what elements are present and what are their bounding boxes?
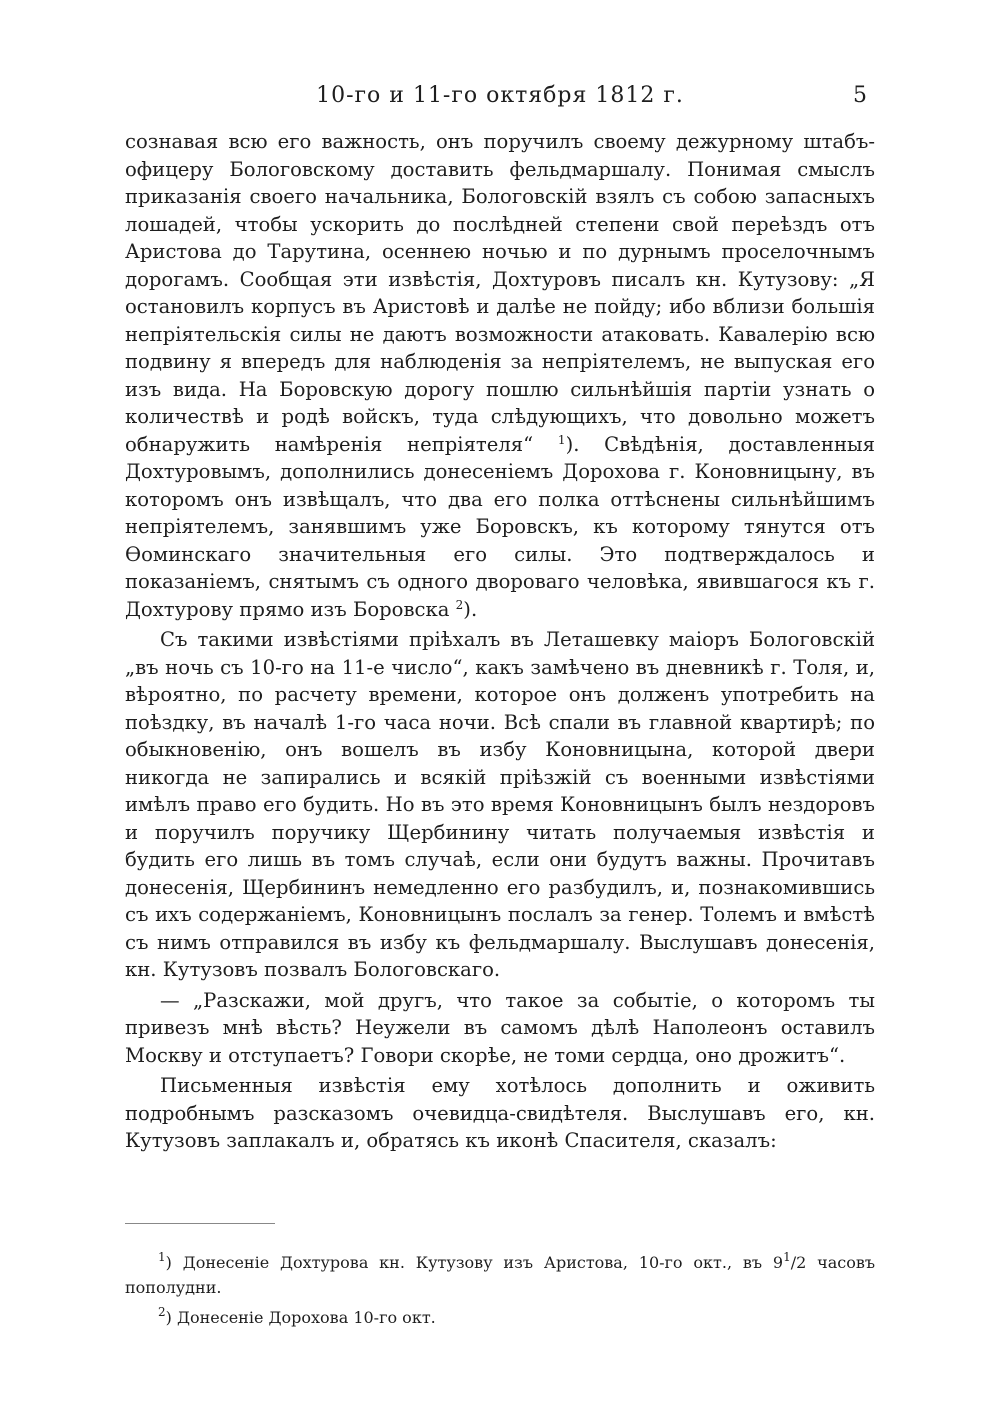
paragraph-1-part-a: сознавая всю его важность, онъ поручилъ своему дежурному штабъ-офицеру Бологовскому доставить фельдмаршалу. Понимая смыслъ приказанія своего начальника, Бологовскій взялъ съ собою запасныхъ лошадей, чтобы ускорить до послѣдней степени свой переѣздъ отъ Аристова до Тарутина, осеннею ночью и по дурнымъ проселочнымъ дорогамъ. Сообщая эти извѣстія, Дохтуровъ писалъ кн. Кутузову: „Я остановилъ корпусъ въ Аристовѣ и далѣе не пойду; ибо вблизи большія непріятельскія силы не даютъ возможности атаковать. Кавалерію всю подвину я впередъ для наблюденія за непріятелемъ, не выпуская его изъ вида. На Боровскую дорогу пошлю сильнѣйшія партіи узнать о количествѣ и родѣ войскъ, туда слѣдующихъ, что довольно можетъ обнаружить намѣренія непріятеля“ bbox=[125, 130, 875, 456]
footnote-separator bbox=[125, 1223, 275, 1224]
footnote-1-text: Донесеніе Дохтурова кн. Кутузову изъ Аристова, 10-го окт., въ 9 bbox=[182, 1253, 784, 1272]
page-number: 5 bbox=[853, 83, 867, 108]
footnote-2-marker: 2 bbox=[158, 1305, 166, 1319]
footnote-1-fraction-numerator: 1 bbox=[783, 1250, 791, 1264]
paragraph-2: Съ такими извѣстіями пріѣхалъ въ Леташевку маіоръ Бологовскій „въ ночь съ 10-го на 11-е число“, какъ замѣчено въ дневникѣ г. Толя, и, вѣроятно, по расчету времени, которое онъ долженъ употребить на поѣздку, въ началѣ 1-го часа ночи. Всѣ спали въ главной квартирѣ; по обыкновенію, онъ вошелъ въ избу Коновницына, которой двери никогда не запирались и всякій пріѣзжій съ военными извѣстіями имѣлъ право его будить. Но въ это время Коновницынъ былъ нездоровъ и поручилъ поручику Щербинину читать получаемыя извѣстія и будить его лишь въ томъ случаѣ, если они будутъ важны. Прочитавъ донесенія, Щербининъ немедленно его разбудилъ, и, познакомившись съ ихъ содержаніемъ, Коновницынъ послалъ за генер. Толемъ и вмѣстѣ съ нимъ отправился въ избу къ фельдмаршалу. Выслушавъ донесенія, кн. Кутузовъ позвалъ Бологовскаго. bbox=[125, 628, 875, 981]
paragraph-1-part-b: ). Свѣдѣнія, доставленныя Дохтуровымъ, дополнились донесеніемъ Дорохова г. Коновницыну, въ которомъ онъ извѣщалъ, что два его полка оттѣснены сильнѣйшимъ непріятелемъ, занявшимъ уже Боровскъ, къ которому тянутся отъ Ѳоминскаго значительныя его силы. Это подтверждалось и показаніемъ, снятымъ съ одного двороваго человѣка, явившагося къ г. Дохтурову прямо изъ Боровска bbox=[125, 432, 875, 621]
running-head bbox=[0, 76, 1000, 116]
paragraph-3: — „Разскажи, мой другъ, что такое за событіе, о которомъ ты привезъ мнѣ вѣсть? Неужели въ самомъ дѣлѣ Наполеонъ оставилъ Москву и отступаетъ? Говори скорѣе, не томи сердца, оно дрожитъ“. bbox=[125, 988, 875, 1067]
body-text bbox=[125, 128, 875, 1155]
footnote-ref-1: 1 bbox=[557, 432, 566, 447]
running-title: 10-го и 11-го октября 1812 г. bbox=[316, 83, 684, 108]
footnotes bbox=[125, 1250, 875, 1330]
paragraph-1 bbox=[125, 128, 875, 623]
footnote-1: $^1$) Донесеніе Дохтурова кн. Кутузову изъ Аристова, 10-го окт., въ $9^1/2$ часовъ пополудни. bbox=[125, 1250, 876, 1297]
footnote-ref-2: 2 bbox=[455, 597, 464, 612]
footnote-2-text: Донесеніе Дорохова 10-го окт. bbox=[176, 1308, 436, 1327]
footnote-1-marker: 1 bbox=[158, 1250, 166, 1264]
paragraph-1-part-c: ). bbox=[463, 597, 478, 621]
footnote-1-text-end: часовъ пополудни. bbox=[125, 1253, 876, 1297]
footnote-2: $^2$) Донесеніе Дорохова 10-го окт. bbox=[158, 1305, 436, 1327]
footnote-1-fraction-denominator: 2 bbox=[796, 1253, 807, 1272]
paragraph-4: Письменныя извѣстія ему хотѣлось дополнить и оживить подробнымъ разсказомъ очевидца-свидѣтеля. Выслушавъ его, кн. Кутузовъ заплакалъ и, обратясь къ иконѣ Спасителя, сказалъ: bbox=[125, 1074, 875, 1152]
